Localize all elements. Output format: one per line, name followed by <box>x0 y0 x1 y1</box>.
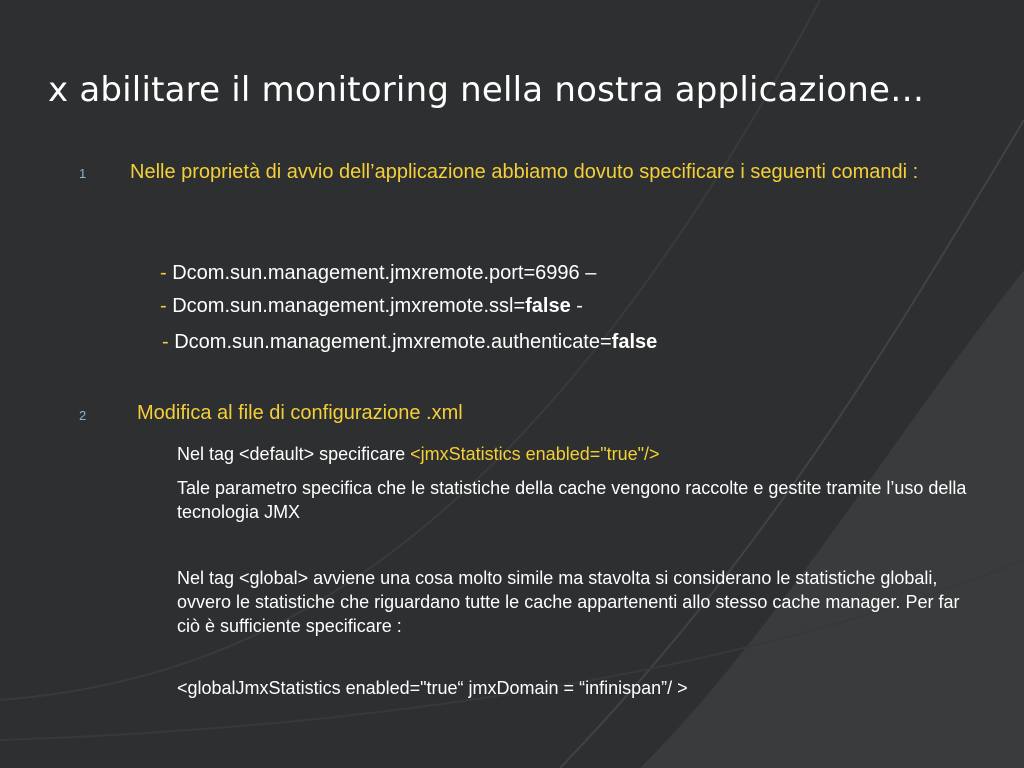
slide-title: x abilitare il monitoring nella nostra applicazione… <box>48 70 925 110</box>
global-tag-description: Nel tag <global> avviene una cosa molto simile ma stavolta si considerano le statistiche globali, ovvero le statistiche che riguardano tutte le cache appartenenti allo stesso cache manager. Per far ciò è sufficiente specificare : <box>177 568 960 636</box>
default-tag-description: Tale parametro specifica che le statistiche della cache vengono raccolte e gestite tramite l’uso della tecnologia JMX <box>177 478 967 522</box>
global-tag-code: <globalJmxStatistics enabled="true“ jmxDomain = “infinispan”/ > <box>177 678 688 698</box>
command-text: Dcom.sun.management.jmxremote.port=6996 – <box>166 262 597 284</box>
command-ssl <box>160 295 583 318</box>
default-tag-code: <jmxStatistics enabled="true"/> <box>410 444 660 464</box>
command-text: Dcom.sun.management.jmxremote.authenticate= <box>168 331 612 353</box>
item2-text: Modifica al file di configurazione .xml <box>137 402 463 424</box>
command-dash: - <box>162 331 169 353</box>
command-bold-value: false <box>611 331 658 353</box>
list-number-2: 2 <box>79 408 87 423</box>
command-dash: - <box>160 295 167 317</box>
command-text: Dcom.sun.management.jmxremote.ssl= <box>166 295 526 317</box>
list-number-1: 1 <box>79 166 87 181</box>
default-tag-prefix: Nel tag <default> specificare <box>177 444 411 464</box>
command-dash: - <box>160 262 167 284</box>
default-tag-line <box>177 442 987 466</box>
item1-text: Nelle proprietà di avvio dell’applicazione abbiamo dovuto specificare i seguenti comandi : <box>130 161 919 183</box>
command-suffix: - <box>570 295 583 317</box>
command-port <box>160 262 596 285</box>
command-bold-value: false <box>525 295 571 317</box>
command-authenticate <box>162 331 657 354</box>
